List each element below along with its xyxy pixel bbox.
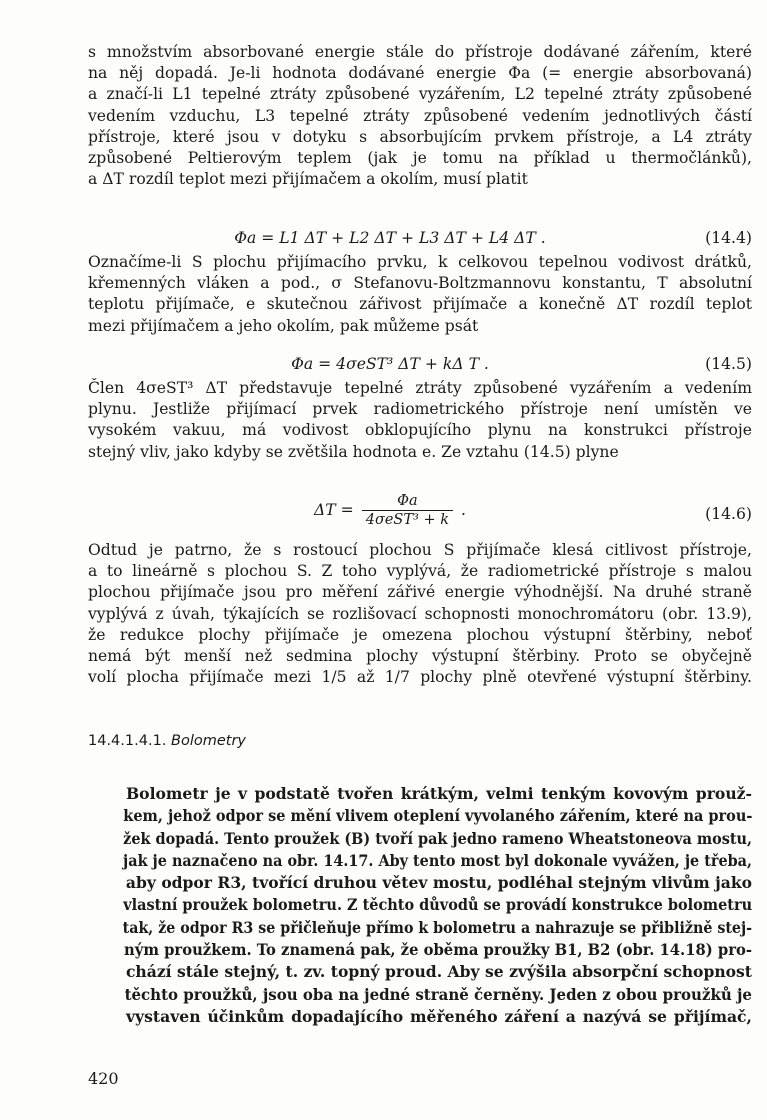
text-line: vyplývá z úvah, týkajících se rozlišovací schopnosti monochromátoru (obr. 13.9), [88,604,752,623]
text-line: nemá být menší než sedmina plochy výstupní štěrbiny. Proto se obyčejně [88,647,752,666]
text-line: přístroje, které jsou v dotyku s absorbujícím prvkem přístroje, a L4 ztráty [88,127,752,146]
text-line: vlastní proužek bolometru. Z těchto důvodů se provádí konstrukce bolometru [123,895,753,915]
fraction-numerator: Φa [397,493,418,509]
equation-number: (14.5) [705,355,752,373]
text-line: křemenných vláken a pod., σ Stefanovu-Boltzmannovu konstantu, T absolutní [88,274,752,293]
text-line: na něj dopadá. Je-li hodnota dodávané energie Φa (= energie absorbovaná) [88,64,752,83]
text-line: Člen 4σeST³ ΔT představuje tepelné ztráty způsobené vyzářením a vedením [88,379,752,397]
paragraph-2 [88,252,752,337]
equation-lhs: ΔT = [314,501,354,519]
paragraph-4 [88,540,752,688]
text-line: stejný vliv, jako kdyby se zvětšila hodnota e. Ze vztahu (14.5) plyne [88,442,619,461]
text-line: volí plocha přijímače mezi 1/5 až 1/7 plochy plně otevřené výstupní štěrbiny. [88,668,752,687]
equation-formula: Φa = L1 ΔT + L2 ΔT + L3 ΔT + L4 ΔT . [234,229,546,247]
text-line: způsobené Peltierovým teplem (jak je tomu na příklad u thermočlánků), [88,149,752,168]
equation-number: (14.4) [705,229,752,247]
text-line: žek dopadá. Tento proužek (B) tvoří pak jedno rameno Wheatstoneova mostu, [123,828,753,848]
text-line: plochou přijímače jsou pro měření zářivé energie výhodnější. Na druhé straně [88,583,752,602]
text-line: mezi přijímačem a jeho okolím, pak můžeme psát [88,316,479,335]
text-line: a značí-li L1 tepelné ztráty způsobené vyzářením, L2 tepelné ztráty způsobené [88,85,752,104]
section-title: Bolometry [171,733,247,749]
equation-trail: . [461,501,466,519]
text-line: teplotu přijímače, e skutečnou zářivost přijímače a konečně ΔT rozdíl teplot [88,295,752,314]
text-line: těchto proužků, jsou oba na jedné straně černěny. Jeden z obou proužků je [124,984,752,1004]
text-line: ným proužkem. To znamená pak, že oběma proužky B1, B2 (obr. 14.18) pro- [123,940,752,960]
paragraph-1 [88,42,752,190]
equation-14-6 [88,492,752,534]
text-line: že redukce plochy přijímače je omezena plochou výstupní štěrbiny, neboť [88,625,752,644]
section-heading [88,733,246,749]
text-line: Označíme-li S plochu přijímacího prvku, k celkovou tepelnou vodivost drátků, [88,253,752,271]
text-line: plynu. Jestliže přijímací prvek radiometrického přístroje není umístěn ve [88,400,752,419]
text-line: Odtud je patrno, že s rostoucí plochou S přijímače klesá citlivost přístroje, [88,541,752,559]
equation-number: (14.6) [705,505,752,523]
text-line: vystaven účinkům dopadajícího měřeného záření a nazývá se přijímač, [126,1006,752,1026]
text-line: Bolometr je v podstatě tvořen krátkým, velmi tenkým kovovým prouž- [126,784,752,803]
text-line: a ΔT rozdíl teplot mezi přijímačem a okolím, musí platit [88,170,528,189]
paragraph-3 [88,378,752,463]
text-line: chází stále stejný, t. zv. topný proud. Aby se zvýšila absorpční schopnost [125,962,753,982]
fraction-denominator: 4σeST³ + k [365,512,449,528]
text-line: jak je naznačeno na obr. 14.17. Aby tento most byl dokonale vyvážen, je třeba, [123,850,752,870]
text-line: kem, jehož odpor se mění vlivem oteplení vyvolaného zářením, které na prou- [123,806,753,826]
equation-formula [88,492,692,529]
text-line: vedením vzduchu, L3 tepelné ztráty způsobené vedením jednotlivých částí [88,106,752,125]
paragraph-5 [88,783,752,1028]
fraction [362,492,453,529]
text-line: s množstvím absorbované energie stále do přístroje dodávané zářením, které [88,43,752,61]
section-number: 14.4.1.4.1. [88,733,167,749]
equation-formula: Φa = 4σeST³ ΔT + kΔ T . [291,355,489,373]
text-line: vysokém vakuu, má vodivost obklopujícího plynu na konstrukci přístroje [88,421,752,440]
text-line: aby odpor R3, tvořící druhou větev mostu, podléhal stejným vlivům jako [125,873,753,893]
text-line: a to lineárně s plochou S. Z toho vyplývá, že radiometrické přístroje s malou [88,562,752,581]
text-line: tak, že odpor R3 se přičleňuje přímo k bolometru a nahrazuje se přibližně stej- [122,917,753,937]
page-number: 420 [88,1069,119,1088]
